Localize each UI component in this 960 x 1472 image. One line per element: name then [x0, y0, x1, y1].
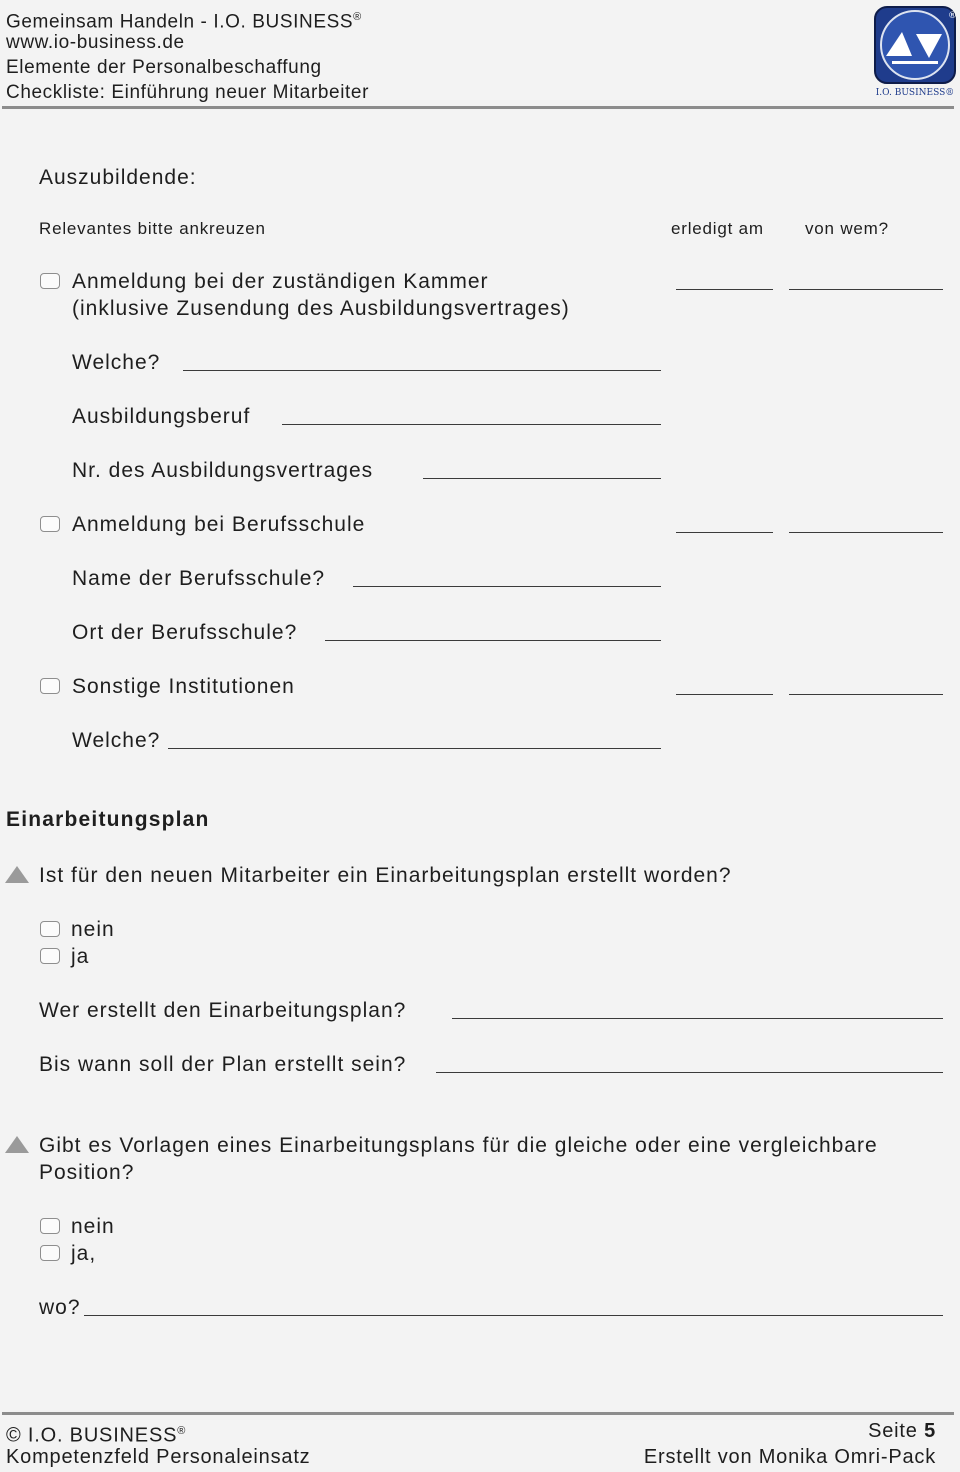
triangle-bullet-icon [5, 866, 29, 883]
school-place-field[interactable] [325, 640, 661, 641]
label-school-place: Ort der Berufsschule? [72, 621, 298, 644]
contract-number-field[interactable] [423, 478, 661, 479]
item-chamber-registration-note: (inklusive Zusendung des Ausbildungsvertrages) [72, 297, 570, 320]
footer-subtitle: Kompetenzfeld Personaleinsatz [6, 1446, 311, 1468]
column-header-done-date: erledigt am [671, 219, 764, 238]
footer-divider [2, 1412, 954, 1415]
option-templates-yes: ja, [71, 1242, 97, 1265]
item-other-institutions: Sonstige Institutionen [72, 675, 295, 698]
label-school-name: Name der Berufsschule? [72, 567, 326, 590]
templates-where-field[interactable] [84, 1315, 943, 1316]
triangle-bullet-icon [5, 1136, 29, 1153]
responsible-field-2[interactable] [789, 532, 943, 533]
checkbox-templates-yes[interactable] [40, 1245, 60, 1261]
section-title-trainees: Auszubildende: [39, 166, 197, 189]
school-name-field[interactable] [353, 586, 661, 587]
item-school-registration: Anmeldung bei Berufsschule [72, 513, 366, 536]
option-plan-yes: ja [71, 945, 90, 968]
which-chamber-field[interactable] [183, 370, 661, 371]
profession-field[interactable] [282, 424, 661, 425]
responsible-field-3[interactable] [789, 694, 943, 695]
question-plan-created: Ist für den neuen Mitarbeiter ein Einarbeitungsplan erstellt worden? [39, 864, 732, 887]
label-contract-number: Nr. des Ausbildungsvertrages [72, 459, 374, 482]
header-checklist-title: Checkliste: Einführung neuer Mitarbeiter [6, 82, 370, 103]
checkbox-templates-no[interactable] [40, 1218, 60, 1234]
label-templates-where: wo? [39, 1296, 81, 1319]
header-website: www.io-business.de [6, 32, 185, 53]
done-date-field-2[interactable] [676, 532, 773, 533]
question-templates-line1: Gibt es Vorlagen eines Einarbeitungsplans für die gleiche oder eine vergleichbare [39, 1134, 878, 1157]
instruction-text: Relevantes bitte ankreuzen [39, 219, 266, 238]
company-logo [872, 4, 958, 100]
svg-text:I.O. BUSINESS®: I.O. BUSINESS® [875, 88, 955, 98]
svg-text:®: ® [948, 11, 957, 21]
checkbox-school-registration[interactable] [40, 516, 60, 532]
plan-deadline-field[interactable] [436, 1072, 943, 1073]
option-plan-no: nein [71, 918, 115, 941]
footer-page-number: Seite 5 [868, 1420, 936, 1442]
label-which-chamber: Welche? [72, 351, 161, 374]
column-header-responsible: von wem? [805, 219, 889, 238]
header-topic: Elemente der Personalbeschaffung [6, 57, 322, 78]
option-templates-no: nein [71, 1215, 115, 1238]
header-divider [2, 106, 954, 109]
checkbox-other-institutions[interactable] [40, 678, 60, 694]
label-plan-deadline: Bis wann soll der Plan erstellt sein? [39, 1053, 407, 1076]
footer-copyright: © I.O. BUSINESS® [6, 1424, 187, 1447]
done-date-field-3[interactable] [676, 694, 773, 695]
footer-author: Erstellt von Monika Omri-Pack [643, 1446, 936, 1468]
which-institution-field[interactable] [168, 748, 661, 749]
plan-creator-field[interactable] [452, 1018, 943, 1019]
checkbox-plan-no[interactable] [40, 921, 60, 937]
responsible-field-1[interactable] [789, 289, 943, 290]
section-title-onboarding-plan: Einarbeitungsplan [6, 808, 210, 831]
checkbox-plan-yes[interactable] [40, 948, 60, 964]
item-chamber-registration: Anmeldung bei der zuständigen Kammer [72, 270, 489, 293]
question-templates-line2: Position? [39, 1161, 135, 1184]
header-title: Gemeinsam Handeln - I.O. BUSINESS® [6, 11, 362, 33]
label-plan-creator: Wer erstellt den Einarbeitungsplan? [39, 999, 407, 1022]
label-which-institution: Welche? [72, 729, 161, 752]
done-date-field-1[interactable] [676, 289, 773, 290]
checkbox-chamber-registration[interactable] [40, 273, 60, 289]
label-profession: Ausbildungsberuf [72, 405, 251, 428]
